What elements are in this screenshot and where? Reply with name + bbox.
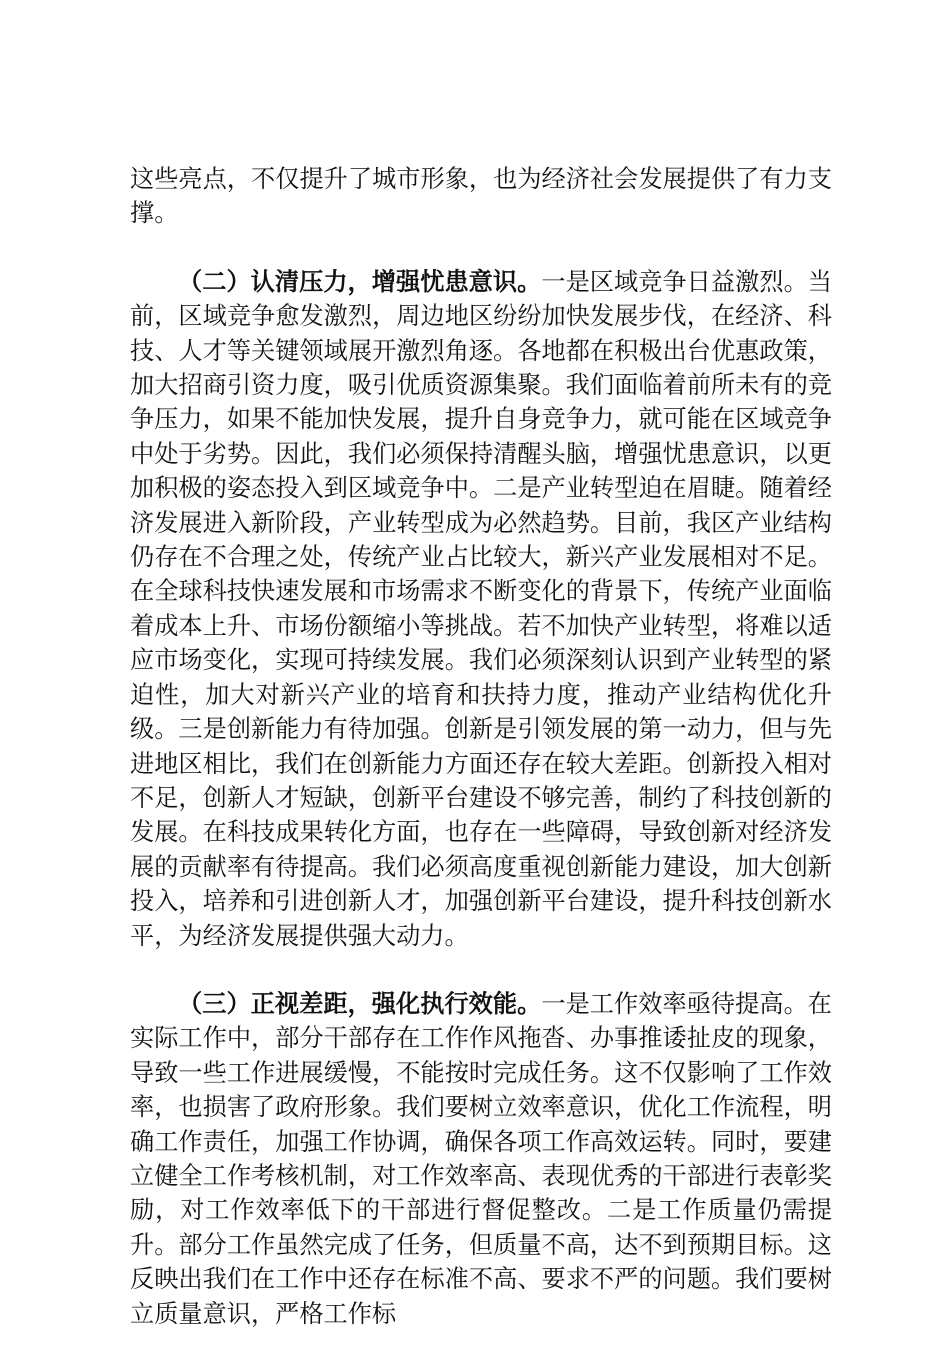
section-heading: （三）正视差距，强化执行效能。 [178, 988, 542, 1018]
paragraph-text: 一是工作效率亟待提高。在实际工作中，部分干部存在工作作风拖沓、办事推诿扯皮的现象，导致一些工作进展缓慢，不能按时完成任务。这不仅影响了工作效率，也损害了政府形象。我们要树立效率意识，优化工作流程，明确工作责任，加强工作协调，确保各项工作高效运转。同时，要建立健全工作考核机制，对工作效率高、表现优秀的干部进行表彰奖励，对工作效率低下的干部进行督促整改。二是工作质量仍需提升。部分工作虽然完成了任务，但质量不高，达不到预期目标。这反映出我们在工作中还存在标准不高、要求不严的问题。我们要树立质量意识，严格工作标 [130, 989, 832, 1328]
document-body [130, 162, 832, 1365]
paragraph-text: 一是区域竞争日益激烈。当前，区域竞争愈发激烈，周边地区纷纷加快发展步伐，在经济、科技、人才等关键领域展开激烈角逐。各地都在积极出台优惠政策，加大招商引资力度，吸引优质资源集聚。我们面临着前所未有的竞争压力，如果不能加快发展，提升自身竞争力，就可能在区域竞争中处于劣势。因此，我们必须保持清醒头脑，增强忧患意识，以更加积极的姿态投入到区域竞争中。二是产业转型迫在眉睫。随着经济发展进入新阶段，产业转型成为必然趋势。目前，我区产业结构仍存在不合理之处，传统产业占比较大，新兴产业发展相对不足。在全球科技快速发展和市场需求不断变化的背景下，传统产业面临着成本上升、市场份额缩小等挑战。若不加快产业转型，将难以适应市场变化，实现可持续发展。我们必须深刻认识到产业转型的紧迫性，加大对新兴产业的培育和扶持力度，推动产业结构优化升级。三是创新能力有待加强。创新是引领发展的第一动力，但与先进地区相比，我们在创新能力方面还存在较大差距。创新投入相对不足，创新人才短缺，创新平台建设不够完善，制约了科技创新的发展。在科技成果转化方面，也存在一些障碍，导致创新对经济发展的贡献率有待提高。我们必须高度重视创新能力建设，加大创新投入，培养和引进创新人才，加强创新平台建设，提升科技创新水平，为经济发展提供强大动力。 [130, 267, 832, 950]
paragraph-section-3 [130, 987, 832, 1331]
paragraph-text: 这些亮点，不仅提升了城市形象，也为经济社会发展提供了有力支撑。 [130, 165, 832, 228]
paragraph-continuation [130, 162, 832, 231]
section-heading: （二）认清压力，增强忧患意识。 [178, 266, 542, 296]
paragraph-section-2 [130, 265, 832, 953]
